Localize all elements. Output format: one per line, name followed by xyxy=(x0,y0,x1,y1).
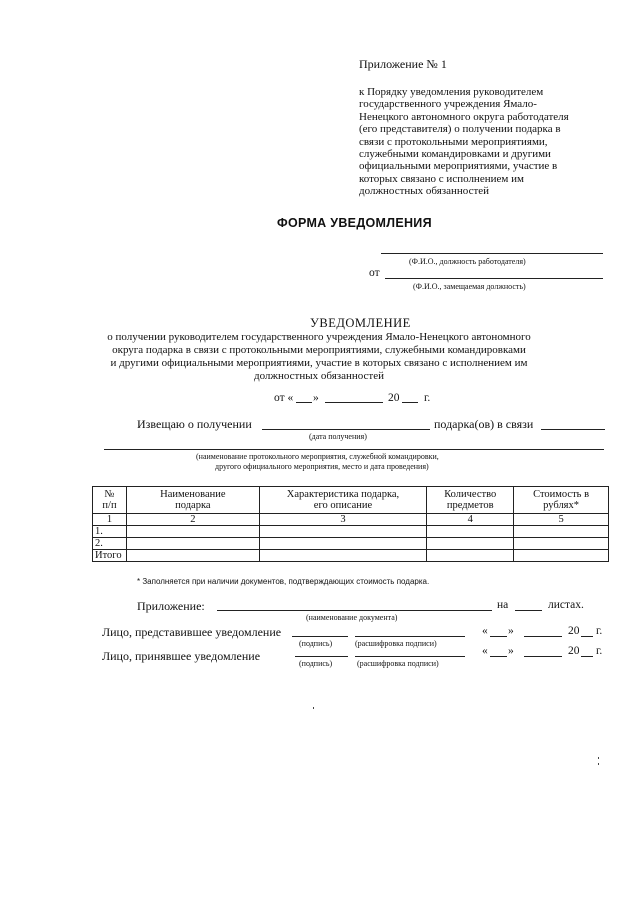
appendix-line: (его представителя) о получении подарка в xyxy=(359,123,561,136)
scan-speck xyxy=(313,707,314,709)
scan-speck xyxy=(598,757,599,759)
row-index: 1. xyxy=(93,526,127,538)
appendix-title: Приложение № 1 xyxy=(359,57,447,71)
table-row xyxy=(93,538,609,550)
received-decode-line[interactable] xyxy=(355,656,465,657)
received-suffix: г. xyxy=(596,645,603,657)
received-year: 20 xyxy=(568,645,580,657)
gift-quantity-cell[interactable] xyxy=(427,526,514,538)
presented-label: Лицо, представившее уведомление xyxy=(102,625,282,639)
employer-line[interactable] xyxy=(381,253,603,254)
received-date-open: « xyxy=(482,645,488,657)
received-day-line[interactable] xyxy=(490,656,507,657)
notice-date-year: 20 xyxy=(388,392,400,404)
notice-year-line[interactable] xyxy=(402,402,418,403)
column-number: 1 xyxy=(93,514,127,526)
gift-quantity-cell[interactable] xyxy=(427,538,514,550)
attachment-label: Приложение: xyxy=(137,599,205,613)
attachment-caption: (наименование документа) xyxy=(306,613,398,622)
presented-date-open: « xyxy=(482,625,488,637)
appendix-line: Ненецкого автономного округа работодателя xyxy=(359,110,569,123)
presented-day-line[interactable] xyxy=(490,636,507,637)
table-column-numbers xyxy=(93,514,609,526)
gift-cost-cell[interactable] xyxy=(514,538,609,550)
received-month-line[interactable] xyxy=(524,656,562,657)
gift-description-cell[interactable] xyxy=(259,526,427,538)
gift-cost-cell[interactable] xyxy=(514,526,609,538)
attachment-sheets-line[interactable] xyxy=(515,610,542,611)
column-number: 5 xyxy=(514,514,609,526)
presented-year-line[interactable] xyxy=(581,636,593,637)
received-date-close: » xyxy=(508,645,514,657)
gift-name-cell[interactable] xyxy=(126,538,259,550)
column-number: 2 xyxy=(126,514,259,526)
notice-date-mid: » xyxy=(313,392,319,404)
table-header-row xyxy=(93,487,609,514)
table-total-row xyxy=(93,550,609,562)
appendix-line: государственного учреждения Ямало- xyxy=(359,98,537,111)
notice-date-prefix: от « xyxy=(274,392,294,404)
table-row xyxy=(93,526,609,538)
total-quantity-cell[interactable] xyxy=(427,550,514,562)
presented-decode-line[interactable] xyxy=(355,636,465,637)
presented-year: 20 xyxy=(568,625,580,637)
report-start: Извещаю о получении xyxy=(137,417,252,431)
appendix-line: связи с протокольными мероприятиями, xyxy=(359,135,548,148)
appendix-body xyxy=(359,86,609,198)
appendix-line: к Порядку уведомления руководителем xyxy=(359,86,544,98)
presented-decode-caption: (расшифровка подписи) xyxy=(355,639,437,648)
column-number: 3 xyxy=(259,514,427,526)
scan-speck xyxy=(598,763,599,765)
notice-date-suffix: г. xyxy=(424,392,431,404)
total-description-cell[interactable] xyxy=(259,550,427,562)
reason-line[interactable] xyxy=(541,429,605,430)
employer-caption: (Ф.И.О., должность работодателя) xyxy=(409,257,526,266)
header-gift-description: Характеристика подарка, его описание xyxy=(259,487,427,514)
received-year-line[interactable] xyxy=(581,656,593,657)
header-gift-name: Наименование подарка xyxy=(126,487,259,514)
notice-body xyxy=(100,331,538,383)
received-signature-caption: (подпись) xyxy=(299,659,333,668)
row-index: 2. xyxy=(93,538,127,550)
received-label: Лицо, принявшее уведомление xyxy=(102,649,261,663)
notice-line: о получении руководителем государственного учреждения Ямало-Ненецкого автономного xyxy=(107,331,531,343)
gifts-table xyxy=(92,486,609,562)
notice-day-line[interactable] xyxy=(296,402,312,403)
received-signature-line[interactable] xyxy=(295,656,348,657)
gift-description-cell[interactable] xyxy=(259,538,427,550)
appendix-line: официальными мероприятиями, участие в xyxy=(359,160,558,173)
form-title: ФОРМА УВЕДОМЛЕНИЯ xyxy=(277,216,432,230)
notice-line: и другими официальными мероприятиями, участие в которых связано с исполнением им xyxy=(110,357,528,369)
receipt-date-caption: (дата получения) xyxy=(309,432,367,441)
sender-line[interactable] xyxy=(385,278,603,279)
notice-line: должностных обязанностей xyxy=(253,370,385,382)
header-number: № п/п xyxy=(93,487,127,514)
presented-date-close: » xyxy=(508,625,514,637)
total-cost-cell[interactable] xyxy=(514,550,609,562)
gift-name-cell[interactable] xyxy=(126,526,259,538)
event-caption-2: другого официального мероприятия, место и дата проведения) xyxy=(215,462,429,471)
presented-signature-caption: (подпись) xyxy=(299,639,333,648)
received-decode-caption: (расшифровка подписи) xyxy=(357,659,439,668)
appendix-line: должностных обязанностей xyxy=(359,185,490,198)
receipt-date-line[interactable] xyxy=(262,429,430,430)
presented-signature-line[interactable] xyxy=(292,636,348,637)
footnote: * Заполняется при наличии документов, подтверждающих стоимость подарка. xyxy=(137,577,430,586)
sender-caption: (Ф.И.О., замещаемая должность) xyxy=(413,282,526,291)
from-label: от xyxy=(369,267,380,279)
header-quantity: Количество предметов xyxy=(427,487,514,514)
notice-line: округа подарка в связи с протокольными мероприятиями, служебными командировками xyxy=(112,344,526,356)
total-label: Итого xyxy=(93,550,127,562)
appendix-line: которых связано с исполнением им xyxy=(359,172,524,185)
report-middle: подарка(ов) в связи xyxy=(434,417,534,431)
column-number: 4 xyxy=(427,514,514,526)
notice-month-line[interactable] xyxy=(325,402,383,403)
notice-title: УВЕДОМЛЕНИЕ xyxy=(310,316,411,330)
event-caption-1: (наименование протокольного мероприятия, служебной командировки, xyxy=(196,452,439,461)
attachment-sheets: листах. xyxy=(548,599,584,611)
presented-suffix: г. xyxy=(596,625,603,637)
total-name-cell[interactable] xyxy=(126,550,259,562)
presented-month-line[interactable] xyxy=(524,636,562,637)
attachment-on: на xyxy=(497,599,509,611)
appendix-line: служебными командировками и другими xyxy=(359,148,551,161)
attachment-document-line[interactable] xyxy=(217,610,492,611)
event-line[interactable] xyxy=(104,449,604,450)
header-cost: Стоимость в рублях* xyxy=(514,487,609,514)
